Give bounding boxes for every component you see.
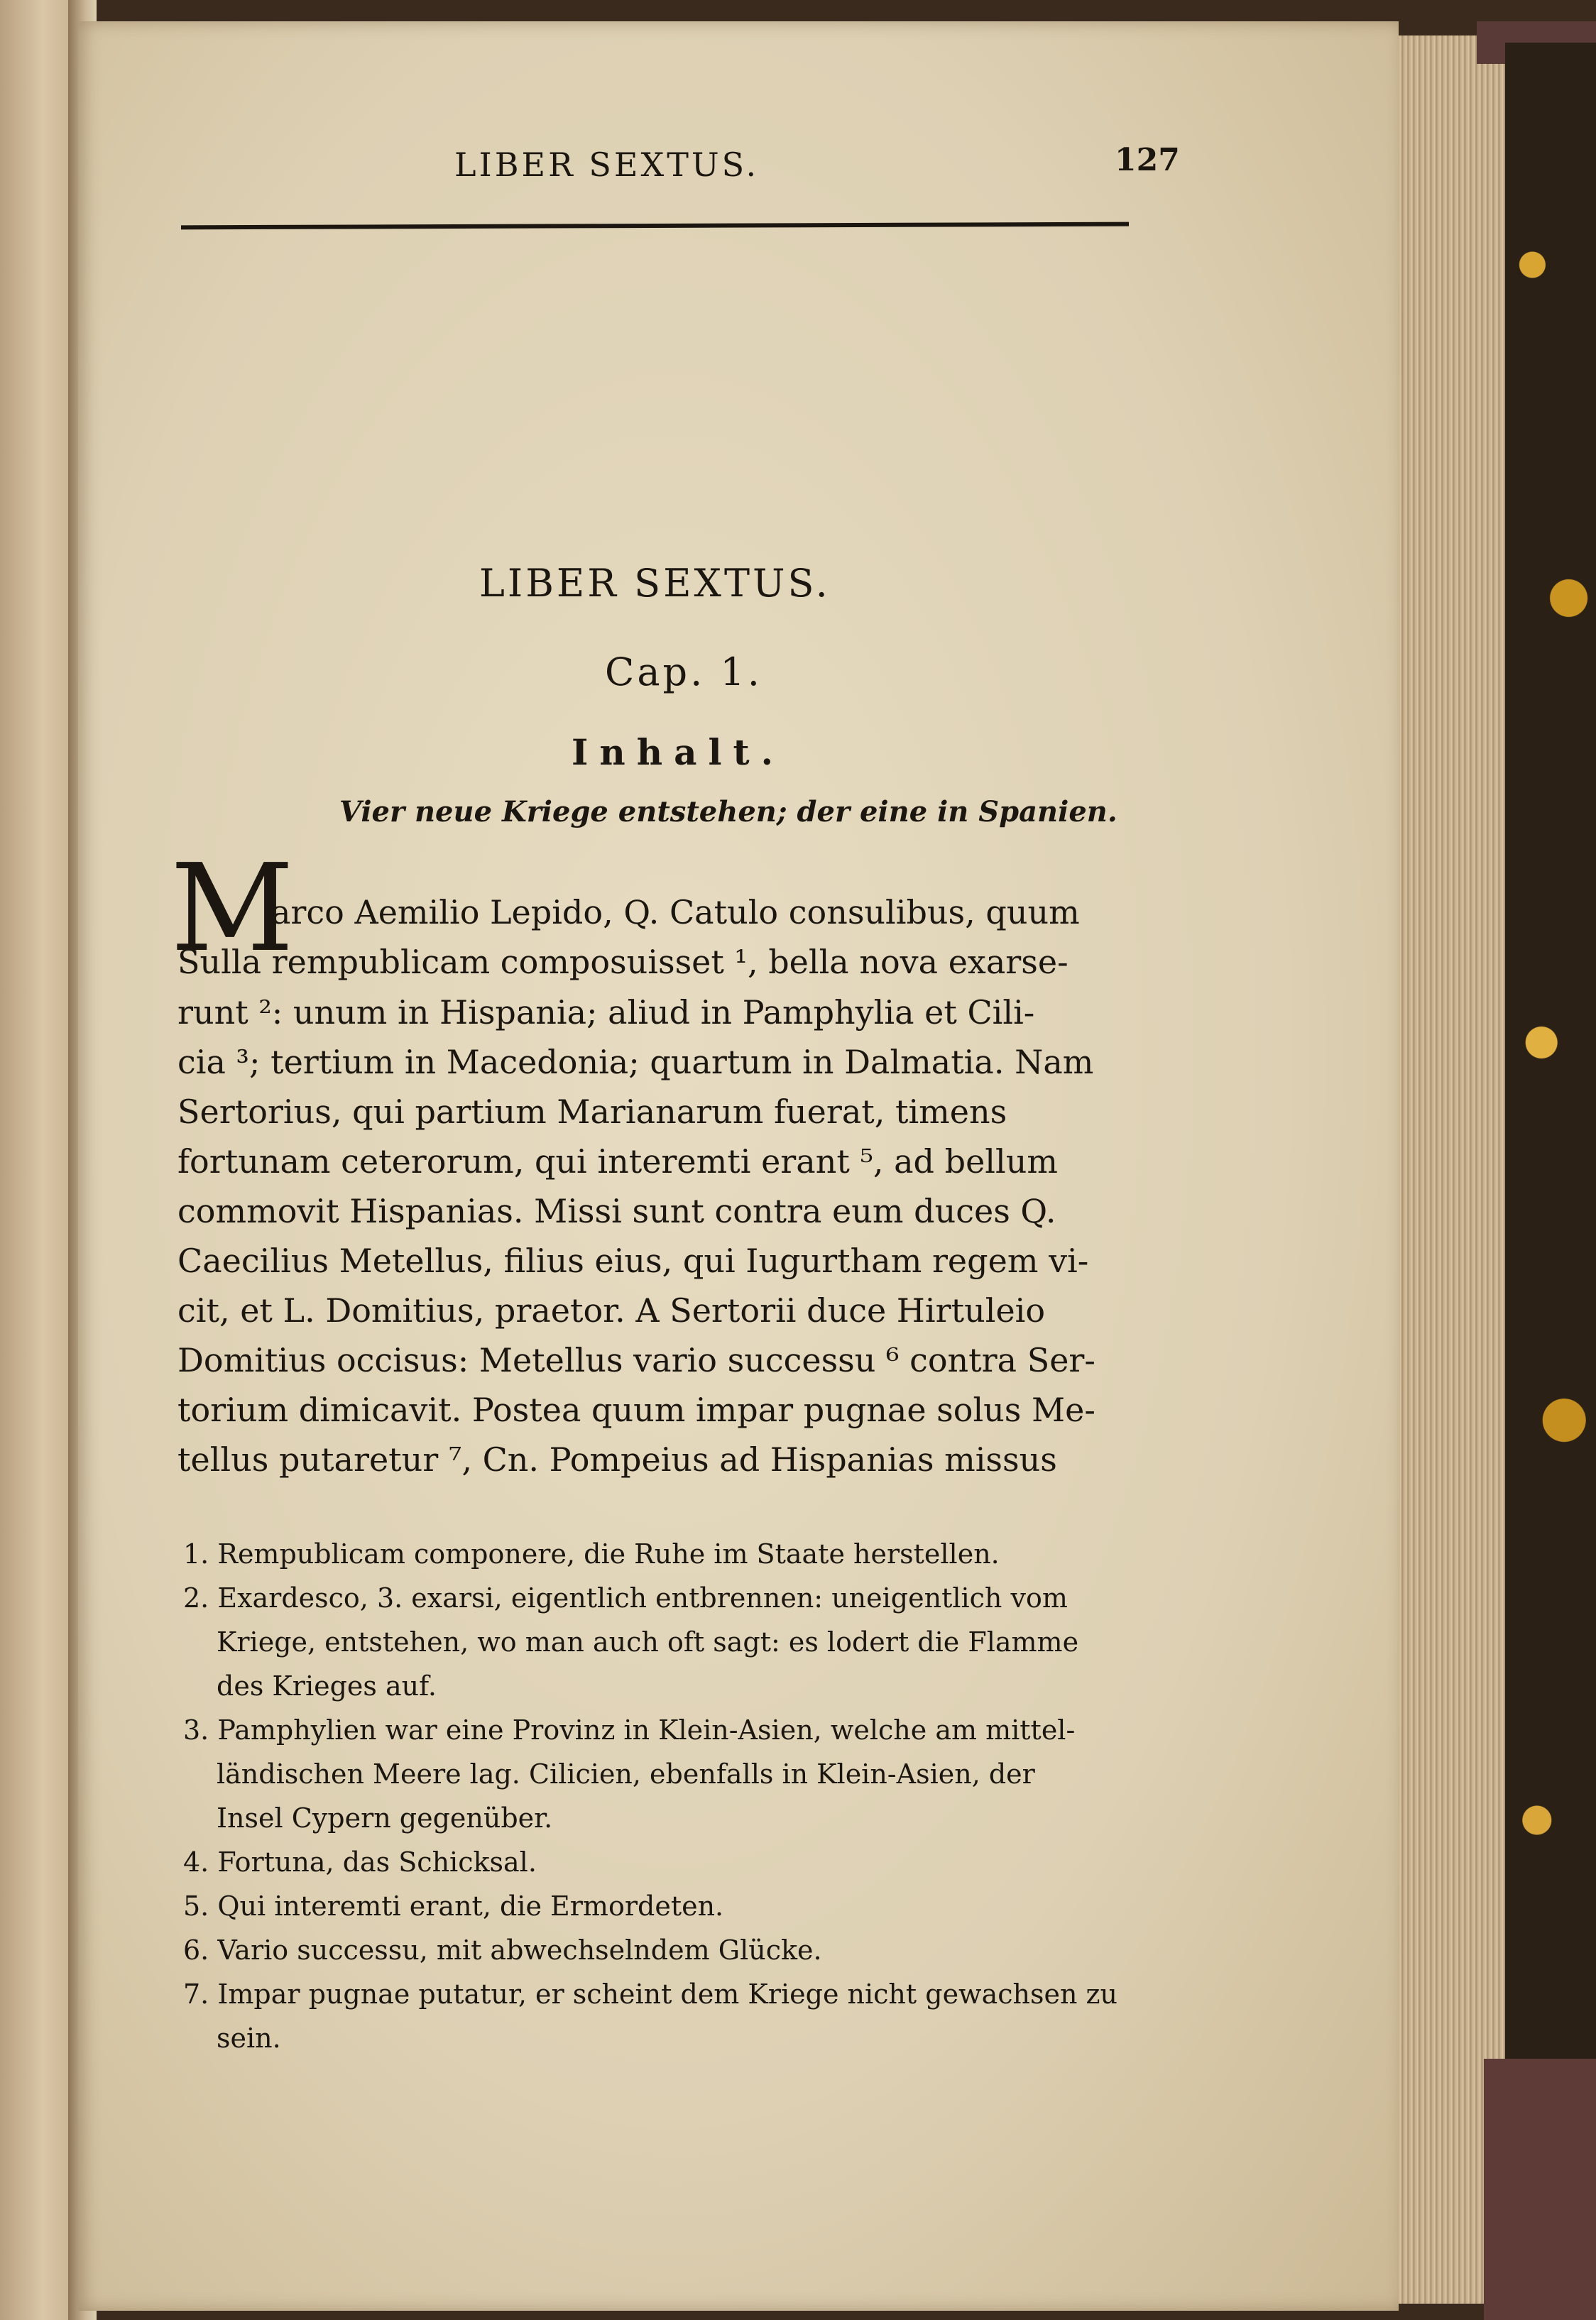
footnote-line: 3. Pamphylien war eine Provinz in Klein-Asien, welche am mittel- [183, 1714, 1076, 1746]
body-line: fortunam ceterorum, qui interemti erant ⁵, ad bellum [177, 1142, 1058, 1181]
body-line: runt ²: unum in Hispania; aliud in Pamphylia et Cili- [177, 993, 1035, 1032]
page-edges [1399, 35, 1505, 2304]
body-line: cit, et L. Domitius, praetor. A Sertorii duce Hirtuleio [177, 1291, 1046, 1330]
body-line: Caecilius Metellus, filius eius, qui Iugurtham regem vi- [177, 1242, 1089, 1280]
page-number: 127 [1115, 142, 1180, 178]
body-line: Sulla rempublicam composuisset ¹, bella nova exarse- [177, 943, 1068, 981]
contents-label: Inhalt. [572, 731, 785, 773]
running-title: LIBER SEXTUS. [454, 146, 760, 184]
left-page-edge [0, 0, 78, 2320]
body-line: arco Aemilio Lepido, Q. Catulo consulibus, quum [271, 893, 1080, 931]
drop-cap-initial: M [170, 838, 292, 979]
chapter-summary: Vier neue Kriege entstehen; der eine in Spanien. [339, 795, 1117, 828]
chapter-label: Cap. 1. [605, 650, 763, 694]
body-line: tellus putaretur ⁷, Cn. Pompeius ad Hispanias missus [177, 1440, 1057, 1479]
footnote-line: des Krieges auf. [217, 1670, 437, 1702]
body-line: Sertorius, qui partium Marianarum fuerat, timens [177, 1093, 1007, 1131]
binding-bottom [1484, 2059, 1596, 2320]
footnote-line: ländischen Meere lag. Cilicien, ebenfalls in Klein-Asien, der [217, 1758, 1035, 1790]
marbled-cover [1505, 43, 1596, 2265]
footnote-line: Insel Cypern gegenüber. [217, 1802, 553, 1834]
body-line: commovit Hispanias. Missi sunt contra eum duces Q. [177, 1192, 1056, 1230]
footnote-line: Kriege, entstehen, wo man auch oft sagt: es lodert die Flamme [217, 1626, 1079, 1658]
footnote-line: sein. [217, 2023, 281, 2054]
footnote-line: 2. Exardesco, 3. exarsi, eigentlich entbrennen: uneigentlich vom [183, 1582, 1068, 1614]
footnote-line: 5. Qui interemti erant, die Ermordeten. [183, 1891, 724, 1922]
body-line: cia ³; tertium in Macedonia; quartum in Dalmatia. Nam [177, 1043, 1094, 1081]
footnote-line: 7. Impar pugnae putatur, er scheint dem Kriege nicht gewachsen zu [183, 1979, 1118, 2010]
body-line: torium dimicavit. Postea quum impar pugnae solus Me- [177, 1391, 1095, 1429]
footnote-line: 4. Fortuna, das Schicksal. [183, 1846, 537, 1878]
footnote-line: 1. Rempublicam componere, die Ruhe im Staate herstellen. [183, 1538, 1000, 1570]
footnote-line: 6. Vario successu, mit abwechselndem Glücke. [183, 1935, 822, 1966]
body-line: Domitius occisus: Metellus vario successu ⁶ contra Ser- [177, 1341, 1095, 1379]
book-title: LIBER SEXTUS. [479, 561, 831, 606]
